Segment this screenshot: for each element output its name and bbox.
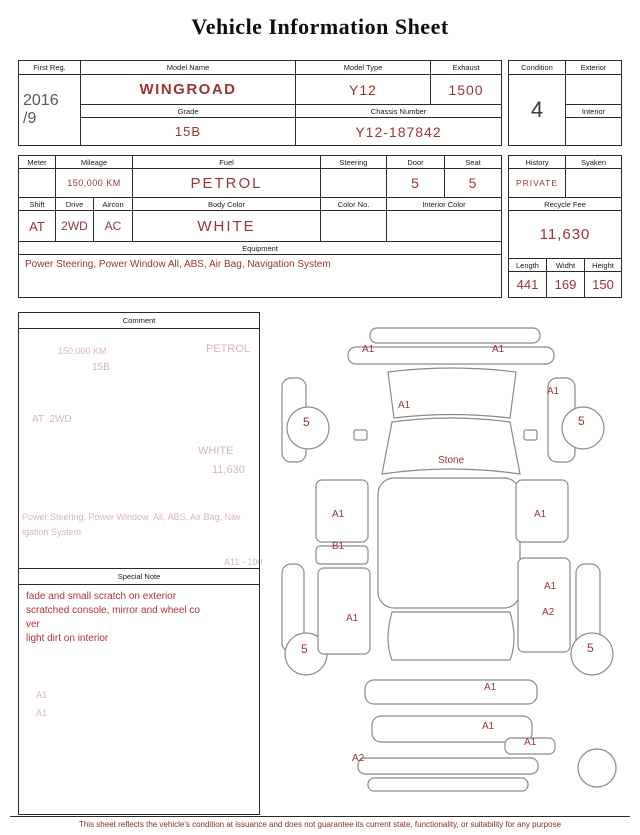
aircon-value: AC [94,211,133,241]
left-mirror [354,430,367,440]
rear-bumper [358,758,538,774]
drive-label: Drive [56,198,94,211]
ghost-text: Power Steering, Power Window All, ABS, Air Bag, Nav [22,512,241,522]
front-bumper-strip [370,328,540,343]
special-note-line: ver [26,619,40,630]
equipment-table [18,241,502,298]
diagram-damage-label: A2 [542,607,555,618]
special-note-line: fade and small scratch on exterior [26,591,177,602]
color-no-value [321,211,387,241]
diagram-damage-label: 5 [578,414,585,428]
diagram-damage-label: A2 [352,753,365,764]
ghost-text: A11 - 100 [224,557,263,567]
diagram-damage-label: A1 [332,509,345,520]
meter-value [19,169,56,197]
car-diagram [270,318,630,803]
dimensions-table [508,258,622,298]
first-reg-value [19,75,81,145]
drive-value: 2WD [56,211,94,241]
body-color-label: Body Color [133,198,321,211]
rear-window [388,612,514,660]
history-value: PRIVATE [509,169,566,197]
right-rear-door [518,558,570,652]
aircon-label: Aircon [94,198,133,211]
grade-label: Grade [81,105,296,118]
model-name-value: WINGROAD [81,75,296,105]
diagram-damage-label: A1 [524,737,537,748]
history-label: History [509,156,566,169]
footer-divider [10,816,630,817]
chassis-label: Chassis Number [296,105,501,118]
diagram-damage-label: A1 [547,386,560,397]
seat-label: Seat [445,156,501,169]
condition-table [508,60,622,146]
width-value: 169 [547,272,585,297]
model-type-label: Model Type [296,61,431,75]
door-value: 5 [387,169,445,197]
trunk-panel [365,680,537,704]
door-label: Door [387,156,445,169]
diagram-damage-label: A1 [484,682,497,693]
special-note-box [18,568,260,815]
ghost-text: igation System [22,527,82,537]
diagram-damage-label: 5 [587,641,594,655]
special-note-line: light dirt on interior [26,633,109,644]
steering-label: Steering [321,156,387,169]
mileage-label: Mileage [56,156,133,169]
special-note-text [19,585,259,651]
chassis-value: Y12-187842 [355,123,442,140]
diagram-damage-label: A1 [346,613,359,624]
interior-label: Interior [566,105,621,118]
front-bumper [348,344,554,364]
diagram-damage-label: A1 [534,509,547,520]
shift-label: Shift [19,198,56,211]
ghost-text: PETROL [206,343,251,355]
ghost-text: WHITE [198,445,234,457]
length-value: 441 [509,272,547,297]
registration-table [18,60,502,146]
syaken-value [566,169,621,197]
model-name-label: Model Name [81,61,296,75]
exterior-label: Exterior [566,61,621,75]
rear-bumper-strip [368,778,528,791]
seat-value: 5 [468,175,478,191]
shift-value: AT [19,211,56,241]
diagram-damage-label: 5 [303,415,310,429]
diagram-damage-label: Stone [438,455,465,466]
diagram-damage-label: A1 [492,344,505,355]
equipment-label: Equipment [19,242,501,255]
footer-disclaimer: This sheet reflects the vehicle's condition at issuance and does not guarantee its current state, functionality, or suitability for any purpose [78,820,562,829]
spare-tire [578,749,616,787]
interior-color-value [387,211,501,241]
interior-value [566,118,621,145]
meter-label: Meter [19,156,56,169]
ghost-text: A1 [36,690,48,700]
ghost-text: 15B [92,362,110,373]
color-no-label: Color No. [321,198,387,211]
recycle-fee-table [508,197,622,259]
comment-label: Comment [19,313,259,329]
condition-value: 4 [509,75,566,145]
spec-table-row1 [18,155,502,198]
recycle-fee-value: 11,630 [539,226,591,243]
first-reg-label: First Reg. [19,61,81,75]
mileage-value: 150,000 KM [56,169,133,197]
diagram-damage-label: B1 [332,541,345,552]
grade-value: 15B [81,118,296,145]
exterior-value [566,75,621,105]
fuel-value: PETROL [133,169,321,197]
ghost-text: 11,630 [212,464,245,476]
diagram-damage-label: A1 [544,581,557,592]
recycle-fee-label: Recycle Fee [509,198,621,211]
steering-value [321,169,387,197]
ghost-text: AT 2WD [32,414,72,425]
fuel-label: Fuel [133,156,321,169]
width-label: Widht [547,259,585,272]
ghost-text: A1 [36,708,48,718]
first-reg-month: /9 [23,110,37,127]
syaken-label: Syaken [566,156,621,169]
model-type-value: Y12 [296,75,431,105]
interior-color-label: Interior Color [387,198,501,211]
right-mirror [524,430,537,440]
left-rear-door [318,568,370,654]
diagram-damage-label: A1 [398,400,411,411]
diagram-damage-label: A1 [482,721,495,732]
ghost-text: 150,000 KM [58,346,107,356]
spec-table-row2 [18,197,502,242]
exhaust-label: Exhaust [431,61,501,75]
roof [378,478,520,608]
diagram-damage-label: 5 [301,642,308,656]
height-value: 150 [592,277,614,292]
height-label: Height [585,259,621,272]
condition-label: Condition [509,61,566,75]
first-reg-year: 2016 [23,92,59,109]
length-label: Length [509,259,547,272]
special-note-line: scratched console, mirror and wheel co [26,605,200,616]
history-table [508,155,622,198]
diagram-damage-label: A1 [362,344,375,355]
special-note-label: Special Note [19,569,259,585]
body-color-value: WHITE [133,211,321,241]
exhaust-value: 1500 [431,75,501,105]
equipment-value: Power Steering, Power Window All, ABS, Air Bag, Navigation System [25,259,331,270]
page-title: Vehicle Information Sheet [191,14,449,39]
